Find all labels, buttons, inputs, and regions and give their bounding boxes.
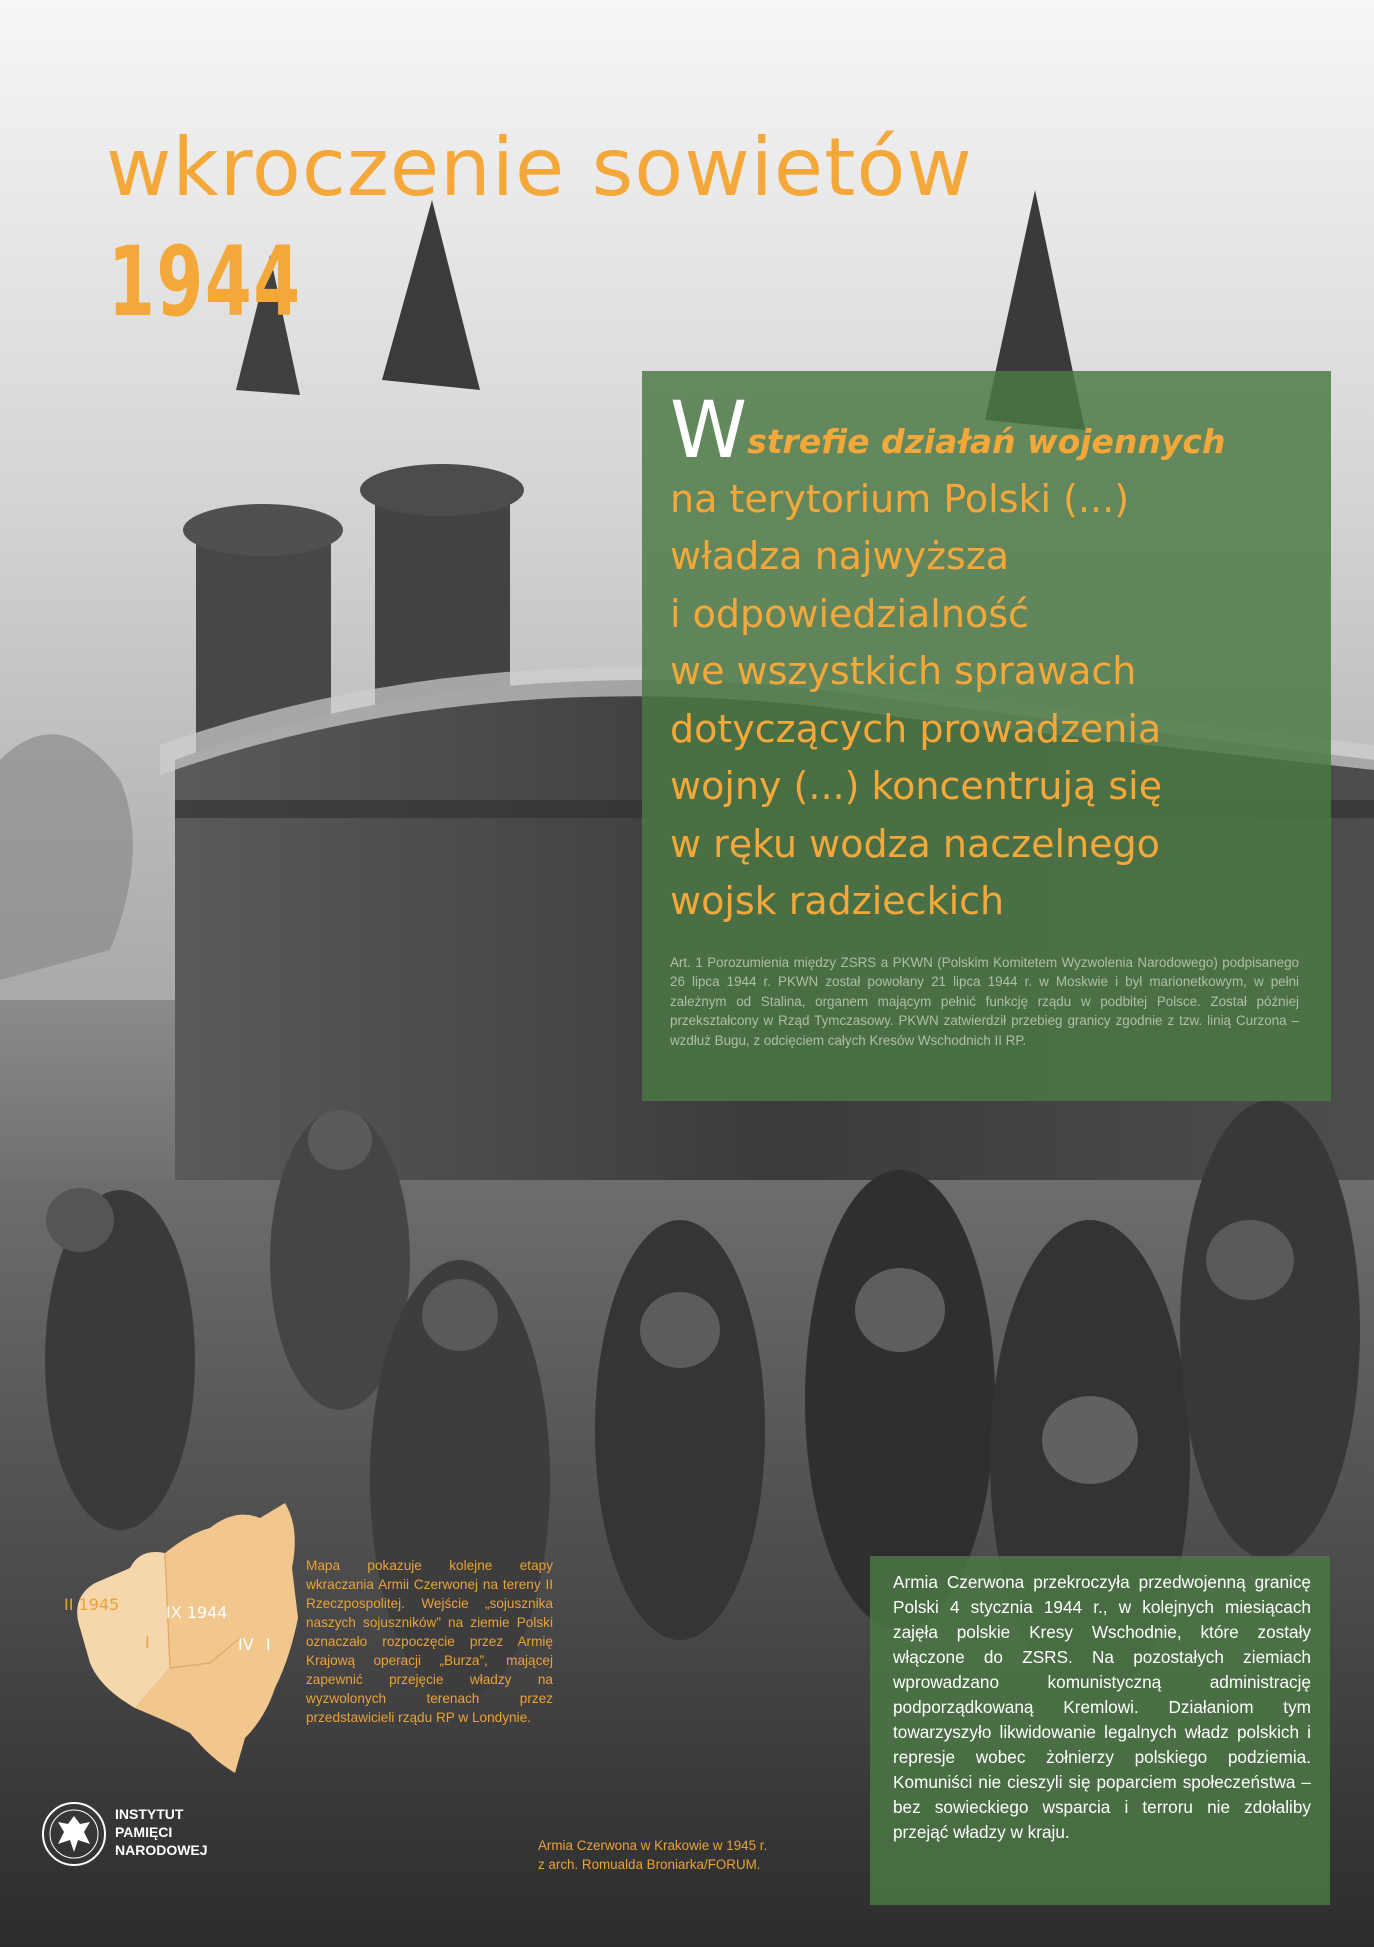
quote-line: dotyczących prowadzenia [670, 706, 1162, 751]
map-caption: Mapa pokazuje kolejne etapy wkraczania Armii Czerwonej na tereny II Rzeczpospolitej. Wejście „sojusznika naszych sojuszników” na ziemie Polski oznaczało rozpoczęcie przez Armię Krajową operacji „Burza”, mającej zapewnić przejęcie władzy na wyzwolonych terenach przez przedstawicieli rządu RP w Londynie. [306, 1558, 553, 1725]
logo-line: NARODOWEJ [115, 1842, 208, 1858]
map-label-ii-1945: II 1945 [64, 1595, 120, 1614]
photo-credit-line: z arch. Romualda Broniarka/FORUM. [538, 1857, 761, 1872]
logo-line: INSTYTUT [115, 1806, 184, 1822]
quote-dropcap: W [670, 386, 748, 476]
quote-box [642, 371, 1331, 1101]
poster-title: wkroczenie sowietów [106, 121, 973, 214]
quote-line: wojny (...) koncentrują się [670, 764, 1163, 808]
quote-lead: strefie działań wojennych [747, 422, 1226, 461]
map-label-i-left: I [145, 1633, 150, 1652]
soldier-4 [595, 1220, 765, 1640]
map-label-iv: IV [238, 1635, 254, 1654]
ipn-logo-text [115, 1805, 208, 1859]
poland-map [60, 1488, 300, 1778]
map-label-i-right: I [266, 1635, 271, 1654]
quote-line: na terytorium Polski (...) [670, 476, 1130, 521]
photo-credit [538, 1836, 838, 1874]
soldier-7 [1180, 1100, 1360, 1560]
info-box [870, 1556, 1330, 1905]
quote-source: Art. 1 Porozumienia między ZSRS a PKWN (Polskim Komitetem Wyzwolenia Narodowego) podpisanego 26 lipca 1944 r. PKWN został powołany 21 lipca 1944 r. w Moskwie i był marionetkowym, w pełni zależnym od Stalina, organem mającym pełnić funkcję rządu w podbitej Polsce. Został później przekształcony w Rząd Tymczasowy. PKWN zatwierdził przebieg granicy zgodnie z tzw. linią Curzona – wzdłuż Bugu, z odcięciem całych Kresów Wschodnich II RP. [670, 954, 1299, 1048]
quote-first-line [670, 386, 1299, 476]
quote-line: władza najwyższa [670, 534, 1010, 578]
photo-credit-line: Armia Czerwona w Krakowie w 1945 r. [538, 1838, 768, 1853]
info-text: Armia Czerwona przekroczyła przedwojenną granicę Polski 4 stycznia 1944 r., w kolejnych miesiącach zajęła polskie Kresy Wschodnie, które zostały włączone do ZSRS. Na pozostałych ziemiach wprowadzano komunistyczną administrację podporządkowaną Kremlowi. Działaniom tym towarzyszyło likwidowanie legalnych władz polskich i represje wobec żołnierzy polskiego podziemia. Komuniści nie cieszyli się poparciem społeczeństwa – bez sowieckiego wsparcia i terroru nie zdołaliby przejąć władzy w kraju. [893, 1572, 1311, 1842]
poster-year: 1944 [108, 226, 302, 338]
quote-line: we wszystkich sprawach [670, 649, 1137, 693]
quote-line: i odpowiedzialność [670, 591, 1029, 636]
quote-line: wojsk radzieckich [670, 879, 1005, 923]
quote [670, 386, 1299, 931]
logo-line: PAMIĘCI [115, 1824, 173, 1840]
quote-line: w ręku wodza naczelnego [670, 821, 1160, 866]
map-label-ix-1944: IX 1944 [166, 1603, 228, 1622]
